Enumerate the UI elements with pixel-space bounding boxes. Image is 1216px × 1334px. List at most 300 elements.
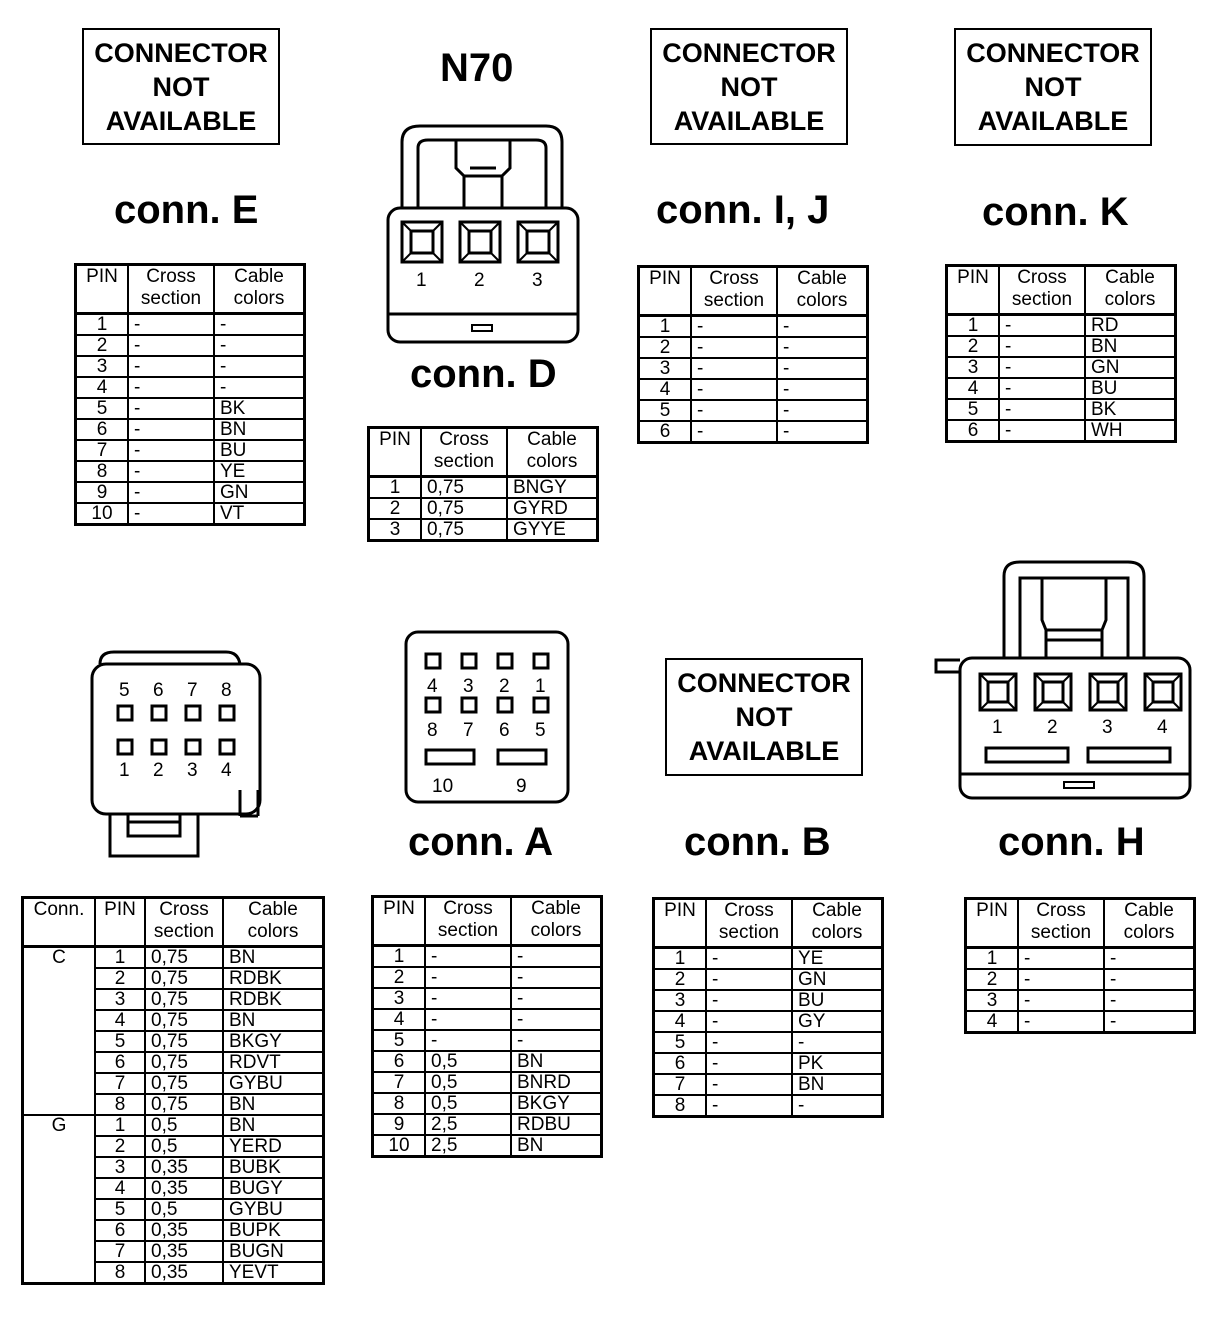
- color-cell: YE: [792, 948, 883, 970]
- color-cell: YE: [214, 461, 305, 482]
- pin-cell: 3: [369, 519, 422, 541]
- color-cell: BUBK: [223, 1157, 324, 1178]
- pin-cell: 5: [654, 1032, 707, 1053]
- pin-cell: 5: [947, 399, 1000, 420]
- pin-cell: 1: [654, 948, 707, 970]
- color-cell: BN: [511, 1135, 602, 1157]
- cable-colors-header: [511, 897, 602, 946]
- table-row: [639, 400, 868, 421]
- table-row: [373, 967, 602, 988]
- pin-socket: [534, 698, 548, 712]
- pin-number-label: 6: [153, 680, 164, 701]
- color-cell: BN: [214, 419, 305, 440]
- pin-header: [639, 267, 692, 316]
- cross-section-header-line: section: [1011, 289, 1073, 310]
- pin-cell: 1: [76, 314, 129, 336]
- color-cell: GYBU: [223, 1073, 324, 1094]
- connector-not-available-e: CONNECTOR NOT AVAILABLE: [82, 28, 280, 145]
- pin-header: [373, 897, 426, 946]
- cross-cell: -: [1018, 990, 1104, 1011]
- cable-colors-header: [214, 265, 305, 314]
- pin-cell: 3: [639, 358, 692, 379]
- pin-cell: 3: [966, 990, 1019, 1011]
- cross-cell: 0,75: [145, 1052, 223, 1073]
- color-cell: BU: [1085, 378, 1176, 399]
- color-cell: BU: [214, 440, 305, 461]
- conn-header-line: Conn.: [33, 899, 85, 920]
- pin-cell: 7: [76, 440, 129, 461]
- cable-colors-header-line: colors: [247, 921, 299, 942]
- conn-header: [23, 898, 96, 947]
- pin-header: [966, 899, 1019, 948]
- color-cell: -: [1104, 1011, 1195, 1033]
- table-row: [76, 461, 305, 482]
- title-conn-h: conn. H: [998, 820, 1145, 864]
- pin-cell: 6: [639, 421, 692, 443]
- cable-colors-header-line: colors: [530, 920, 582, 941]
- pin-cell: 7: [373, 1072, 426, 1093]
- table-row: [76, 419, 305, 440]
- pin-cell: 1: [95, 947, 145, 969]
- cross-cell: 0,75: [145, 1073, 223, 1094]
- cross-cell: -: [128, 335, 214, 356]
- cross-cell: 0,75: [145, 1010, 223, 1031]
- cross-cell: -: [128, 482, 214, 503]
- pin-table-conn-c-g: [21, 896, 325, 1285]
- cable-colors-header-line: colors: [1104, 289, 1156, 310]
- cross-cell: -: [425, 967, 511, 988]
- color-cell: -: [511, 946, 602, 968]
- color-cell: PK: [792, 1053, 883, 1074]
- pin-number-label: 4: [1157, 717, 1168, 738]
- pin-cell: 4: [373, 1009, 426, 1030]
- cable-colors-header-line: colors: [526, 451, 578, 472]
- pin-socket: [220, 706, 234, 720]
- color-cell: GYYE: [507, 519, 598, 541]
- cross-cell: 0,35: [145, 1157, 223, 1178]
- cross-cell: -: [691, 358, 777, 379]
- pin-terminal: [518, 222, 558, 262]
- color-cell: YEVT: [223, 1262, 324, 1284]
- cross-cell: -: [691, 316, 777, 338]
- cross-section-header: [145, 898, 223, 947]
- color-cell: BN: [792, 1074, 883, 1095]
- conn-cell: C: [23, 947, 96, 1116]
- pin-socket: [118, 706, 132, 720]
- table-row: [76, 314, 305, 336]
- cross-cell: -: [706, 1011, 792, 1032]
- pin-table-conn-d: [367, 426, 599, 542]
- pin-number-label: 3: [532, 270, 543, 291]
- cross-section-header: [421, 428, 507, 477]
- pin-number-label: 4: [221, 760, 232, 781]
- pin-socket: [498, 698, 512, 712]
- cross-cell: -: [425, 988, 511, 1009]
- cable-colors-header: [1085, 266, 1176, 315]
- table-row: [76, 377, 305, 398]
- cable-colors-header-line: colors: [796, 290, 848, 311]
- cross-cell: -: [999, 315, 1085, 337]
- pin-header-line: PIN: [379, 429, 411, 450]
- table-row: [654, 1011, 883, 1032]
- color-cell: BN: [511, 1051, 602, 1072]
- connector-not-available-k: CONNECTOR NOT AVAILABLE: [954, 28, 1152, 146]
- cross-section-header: [999, 266, 1085, 315]
- cross-cell: 0,35: [145, 1241, 223, 1262]
- color-cell: BU: [792, 990, 883, 1011]
- table-row: [966, 990, 1195, 1011]
- pin-cell: 10: [76, 503, 129, 525]
- pin-cell: 1: [966, 948, 1019, 970]
- table-row: [373, 1093, 602, 1114]
- pin-socket: [186, 740, 200, 754]
- color-cell: -: [777, 358, 868, 379]
- pin-number-label: 2: [153, 760, 164, 781]
- pin-number-label: 3: [187, 760, 198, 781]
- cross-cell: 2,5: [425, 1114, 511, 1135]
- title-conn-d: conn. D: [410, 352, 557, 396]
- pin-cell: 2: [654, 969, 707, 990]
- pin-header: [76, 265, 129, 314]
- pin-number-label: 7: [463, 720, 474, 741]
- table-row: [373, 946, 602, 968]
- color-cell: -: [777, 316, 868, 338]
- pin-cell: 6: [95, 1220, 145, 1241]
- cross-cell: -: [128, 440, 214, 461]
- cross-cell: -: [706, 969, 792, 990]
- pin-cell: 8: [76, 461, 129, 482]
- cross-cell: 0,5: [145, 1136, 223, 1157]
- cross-cell: -: [706, 1095, 792, 1117]
- table-row: [639, 316, 868, 338]
- pin-header: [369, 428, 422, 477]
- pin-cell: 3: [947, 357, 1000, 378]
- power-socket: [498, 750, 546, 764]
- header-row: [639, 267, 868, 316]
- pin-cell: 2: [76, 335, 129, 356]
- cross-section-header: [128, 265, 214, 314]
- cross-cell: 0,75: [145, 1031, 223, 1052]
- color-cell: YERD: [223, 1136, 324, 1157]
- cross-cell: 0,75: [145, 989, 223, 1010]
- color-cell: -: [214, 356, 305, 377]
- table-row: [654, 948, 883, 970]
- cross-section-header-line: Cross: [146, 266, 196, 287]
- model-title: N70: [440, 46, 514, 90]
- color-cell: -: [214, 377, 305, 398]
- cross-cell: -: [128, 419, 214, 440]
- cross-cell: -: [706, 1053, 792, 1074]
- pin-number-label: 3: [463, 676, 474, 697]
- table-row: [369, 498, 598, 519]
- title-conn-ij: conn. I, J: [656, 188, 830, 232]
- cross-cell: 0,5: [425, 1051, 511, 1072]
- color-cell: RD: [1085, 315, 1176, 337]
- conn-cell: G: [23, 1115, 96, 1284]
- pin-header-line: PIN: [664, 900, 696, 921]
- color-cell: GY: [792, 1011, 883, 1032]
- pin-cell: 6: [76, 419, 129, 440]
- color-cell: RDBK: [223, 989, 324, 1010]
- color-cell: VT: [214, 503, 305, 525]
- pin-header-line: PIN: [383, 898, 415, 919]
- title-conn-e: conn. E: [114, 188, 259, 232]
- table-row: [966, 969, 1195, 990]
- pin-socket: [462, 698, 476, 712]
- cross-cell: -: [706, 990, 792, 1011]
- pin-cell: 1: [369, 477, 422, 499]
- pin-cell: 1: [947, 315, 1000, 337]
- header-row: [369, 428, 598, 477]
- pin-cell: 4: [654, 1011, 707, 1032]
- cross-cell: -: [691, 337, 777, 358]
- pin-number-label: 2: [499, 676, 510, 697]
- color-cell: BUGY: [223, 1178, 324, 1199]
- color-cell: -: [792, 1095, 883, 1117]
- table-row: [947, 336, 1176, 357]
- table-row: [76, 335, 305, 356]
- cable-colors-header-line: Cable: [527, 429, 577, 450]
- pin-table-conn-e: [74, 263, 306, 526]
- color-cell: BNRD: [511, 1072, 602, 1093]
- pin-socket: [426, 698, 440, 712]
- cable-colors-header-line: Cable: [1105, 267, 1155, 288]
- pin-number-label: 8: [221, 680, 232, 701]
- connector-not-available-ij: CONNECTOR NOT AVAILABLE: [650, 28, 848, 145]
- color-cell: RDBK: [223, 968, 324, 989]
- cable-colors-header-line: Cable: [531, 898, 581, 919]
- pin-number-label: 2: [474, 270, 485, 291]
- cross-cell: 0,75: [421, 477, 507, 499]
- cross-cell: 0,75: [145, 947, 223, 969]
- table-row: [369, 477, 598, 499]
- cross-section-header-line: Cross: [709, 268, 759, 289]
- color-cell: RDVT: [223, 1052, 324, 1073]
- table-row: [654, 1053, 883, 1074]
- cross-cell: -: [425, 1030, 511, 1051]
- color-cell: GYRD: [507, 498, 598, 519]
- pin-table-conn-k: [945, 264, 1177, 443]
- color-cell: GYBU: [223, 1199, 324, 1220]
- pin-cell: 2: [947, 336, 1000, 357]
- connector-h-drawing: [934, 560, 1194, 802]
- cross-cell: 0,75: [421, 519, 507, 541]
- title-conn-b: conn. B: [684, 820, 831, 864]
- table-row: [373, 1009, 602, 1030]
- pin-header: [654, 899, 707, 948]
- pin-number-label: 5: [119, 680, 130, 701]
- pin-cell: 9: [373, 1114, 426, 1135]
- pin-socket: [152, 706, 166, 720]
- pin-socket: [220, 740, 234, 754]
- header-row: [966, 899, 1195, 948]
- cable-colors-header-line: colors: [1123, 922, 1175, 943]
- pin-terminal: [1090, 674, 1126, 710]
- table-row: [654, 990, 883, 1011]
- pin-header: [947, 266, 1000, 315]
- cross-cell: 0,75: [145, 1094, 223, 1115]
- cross-section-header-line: section: [1030, 922, 1092, 943]
- pin-cell: 3: [654, 990, 707, 1011]
- pin-cell: 2: [966, 969, 1019, 990]
- cross-cell: 0,75: [145, 968, 223, 989]
- table-row: [654, 1095, 883, 1117]
- cross-section-header-line: section: [703, 290, 765, 311]
- pin-number-label: 4: [427, 676, 438, 697]
- cross-cell: -: [1018, 969, 1104, 990]
- cross-cell: -: [706, 1032, 792, 1053]
- cross-cell: 0,75: [421, 498, 507, 519]
- color-cell: BNGY: [507, 477, 598, 499]
- pin-number-label: 1: [119, 760, 130, 781]
- pin-number-label: 9: [516, 776, 527, 797]
- cross-cell: -: [706, 1074, 792, 1095]
- pin-socket: [118, 740, 132, 754]
- cable-colors-header: [223, 898, 324, 947]
- pin-table-conn-b: [652, 897, 884, 1118]
- table-row: [76, 398, 305, 419]
- pin-cell: 6: [654, 1053, 707, 1074]
- pin-terminal: [460, 222, 500, 262]
- table-row: [76, 482, 305, 503]
- color-cell: -: [511, 988, 602, 1009]
- cross-cell: 0,35: [145, 1262, 223, 1284]
- connector-not-available-b: CONNECTOR NOT AVAILABLE: [665, 658, 863, 776]
- color-cell: BN: [223, 947, 324, 969]
- header-row: [23, 898, 324, 947]
- color-cell: -: [1104, 969, 1195, 990]
- cable-colors-header: [777, 267, 868, 316]
- color-cell: BN: [223, 1094, 324, 1115]
- pin-cell: 8: [95, 1262, 145, 1284]
- cross-section-header: [706, 899, 792, 948]
- color-cell: -: [214, 335, 305, 356]
- pin-socket: [152, 740, 166, 754]
- table-row: [947, 315, 1176, 337]
- cross-cell: -: [999, 357, 1085, 378]
- cross-cell: 0,5: [145, 1115, 223, 1136]
- table-row: [373, 988, 602, 1009]
- pin-header-line: PIN: [86, 266, 118, 287]
- color-cell: -: [511, 1009, 602, 1030]
- table-row: [373, 1030, 602, 1051]
- pin-cell: 1: [639, 316, 692, 338]
- table-row: [373, 1072, 602, 1093]
- color-cell: BKGY: [511, 1093, 602, 1114]
- cross-cell: -: [425, 946, 511, 968]
- color-cell: WH: [1085, 420, 1176, 442]
- pin-cell: 4: [966, 1011, 1019, 1033]
- table-row: [76, 440, 305, 461]
- color-cell: -: [511, 1030, 602, 1051]
- color-cell: BN: [223, 1115, 324, 1136]
- cross-section-header-line: Cross: [1036, 900, 1086, 921]
- pin-cell: 4: [95, 1178, 145, 1199]
- pin-cell: 2: [95, 968, 145, 989]
- pin-table-conn-h: [964, 897, 1196, 1034]
- cross-cell: -: [128, 377, 214, 398]
- pin-cell: 4: [76, 377, 129, 398]
- pin-socket: [534, 654, 548, 668]
- header-row: [947, 266, 1176, 315]
- cross-section-header-line: section: [153, 921, 215, 942]
- table-row: [947, 420, 1176, 442]
- cross-cell: -: [128, 503, 214, 525]
- pin-cell: 2: [95, 1136, 145, 1157]
- pin-cell: 7: [95, 1241, 145, 1262]
- cross-section-header: [425, 897, 511, 946]
- cable-colors-header-line: Cable: [248, 899, 298, 920]
- table-row: [966, 948, 1195, 970]
- pin-number-label: 1: [992, 717, 1003, 738]
- cross-cell: 0,35: [145, 1178, 223, 1199]
- table-row: [966, 1011, 1195, 1033]
- power-socket: [426, 750, 474, 764]
- pin-header-line: PIN: [976, 900, 1008, 921]
- pin-cell: 5: [95, 1031, 145, 1052]
- pin-cell: 10: [373, 1135, 426, 1157]
- color-cell: BK: [1085, 399, 1176, 420]
- cross-section-header-line: Cross: [159, 899, 209, 920]
- color-cell: GN: [214, 482, 305, 503]
- table-row: [654, 1032, 883, 1053]
- pin-cell: 4: [95, 1010, 145, 1031]
- cross-cell: -: [999, 420, 1085, 442]
- pin-cell: 5: [373, 1030, 426, 1051]
- color-cell: -: [777, 337, 868, 358]
- color-cell: -: [777, 400, 868, 421]
- cross-cell: -: [1018, 1011, 1104, 1033]
- color-cell: BN: [223, 1010, 324, 1031]
- table-row: [369, 519, 598, 541]
- header-row: [654, 899, 883, 948]
- cross-section-header-line: Cross: [724, 900, 774, 921]
- connector-cg-drawing: [90, 650, 262, 860]
- color-cell: BUGN: [223, 1241, 324, 1262]
- pin-number-label: 6: [499, 720, 510, 741]
- cross-section-header-line: Cross: [439, 429, 489, 450]
- pin-table-conn-a: [371, 895, 603, 1158]
- pin-terminal: [1035, 674, 1071, 710]
- cross-cell: -: [128, 356, 214, 377]
- pin-cell: 1: [373, 946, 426, 968]
- table-row: [947, 399, 1176, 420]
- pin-cell: 8: [373, 1093, 426, 1114]
- pin-number-label: 10: [432, 776, 454, 797]
- pin-socket: [498, 654, 512, 668]
- color-cell: GN: [1085, 357, 1176, 378]
- color-cell: BN: [1085, 336, 1176, 357]
- cross-cell: -: [999, 399, 1085, 420]
- pin-cell: 4: [947, 378, 1000, 399]
- pin-number-label: 2: [1047, 717, 1058, 738]
- cable-colors-header: [1104, 899, 1195, 948]
- pin-header-line: PIN: [104, 899, 136, 920]
- pin-number-label: 5: [535, 720, 546, 741]
- cross-cell: -: [691, 379, 777, 400]
- table-row: [373, 1114, 602, 1135]
- cross-cell: -: [128, 398, 214, 419]
- table-row: [639, 358, 868, 379]
- pin-terminal: [980, 674, 1016, 710]
- pin-cell: 7: [95, 1073, 145, 1094]
- color-cell: -: [511, 967, 602, 988]
- color-cell: GN: [792, 969, 883, 990]
- cable-colors-header-line: Cable: [1124, 900, 1174, 921]
- pin-cell: 5: [95, 1199, 145, 1220]
- pin-cell: 2: [373, 967, 426, 988]
- color-cell: BUPK: [223, 1220, 324, 1241]
